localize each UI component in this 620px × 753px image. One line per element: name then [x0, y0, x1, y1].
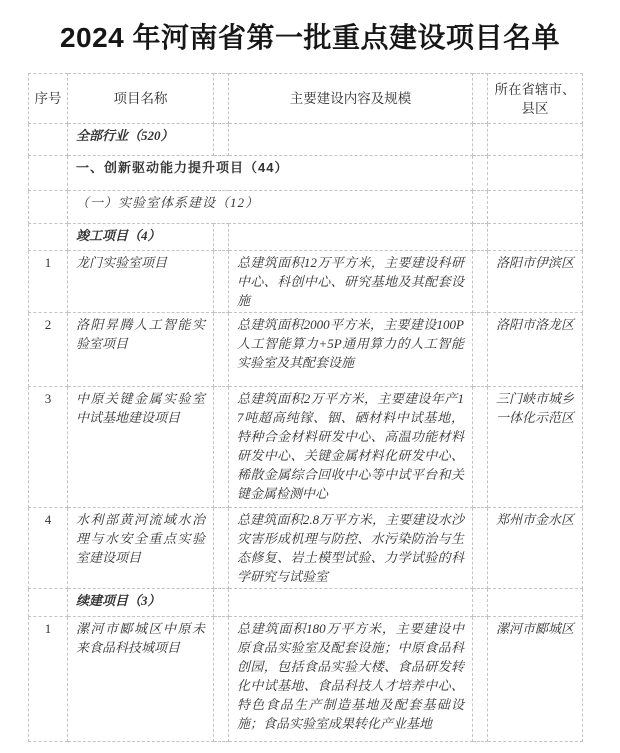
project-row	[29, 508, 583, 589]
spacer-cell	[473, 508, 488, 589]
spacer-cell	[214, 508, 229, 589]
seq-cell: 3	[29, 387, 68, 508]
section-row	[29, 589, 583, 617]
spacer-cell	[473, 191, 488, 224]
location-cell	[488, 124, 583, 156]
section-label-cell: 续建项目（3）	[68, 589, 214, 617]
page-title: 2024 年河南省第一批重点建设项目名单	[59, 22, 561, 53]
location-cell	[488, 589, 583, 617]
spacer-cell	[473, 156, 488, 191]
spacer-cell	[214, 124, 229, 156]
content-cell: 总建筑面积2.8万平方米，主要建设水沙灾害形成机理与防控、水污染防治与生态修复、岩土模型试验、力学试验的科学研究与试验室	[229, 508, 473, 589]
location-cell: 洛阳市伊滨区	[488, 251, 583, 313]
location-cell	[488, 191, 583, 224]
project-name-cell: 龙门实验室项目	[68, 251, 214, 313]
section-label-cell: （一）实验室体系建设（12）	[68, 191, 473, 224]
spacer-cell	[473, 251, 488, 313]
spacer-cell	[473, 617, 488, 742]
seq-cell: 1	[29, 617, 68, 742]
header-seq: 序号	[29, 74, 68, 124]
section-row	[29, 156, 583, 191]
location-cell	[488, 224, 583, 251]
spacer-cell	[214, 251, 229, 313]
seq-cell: 1	[29, 251, 68, 313]
spacer-cell	[214, 387, 229, 508]
content-cell: 总建筑面积180万平方米，主要建设中原食品实验室及配套设施；中原食品科创园，包括食品实验大楼、食品研发转化中试基地、食品科技人才培养中心、特色食品生产制造基地及配套基础设施；食品实验室成果转化产业基地	[229, 617, 473, 742]
header-content: 主要建设内容及规模	[229, 74, 473, 124]
spacer-cell	[214, 224, 229, 251]
seq-cell	[29, 589, 68, 617]
seq-cell: 2	[29, 313, 68, 387]
project-row	[29, 251, 583, 313]
header-location: 所在省辖市、县区	[488, 74, 583, 124]
header-spacer-2	[473, 74, 488, 124]
table-header-row	[29, 74, 583, 124]
project-row	[29, 313, 583, 387]
header-project-name: 项目名称	[68, 74, 214, 124]
section-label-cell: 一、创新驱动能力提升项目（44）	[68, 156, 473, 191]
section-label-cell: 全部行业（520）	[68, 124, 214, 156]
spacer-cell	[214, 589, 229, 617]
location-cell	[488, 156, 583, 191]
section-row	[29, 191, 583, 224]
spacer-cell	[473, 224, 488, 251]
seq-cell	[29, 224, 68, 251]
spacer-cell	[473, 124, 488, 156]
content-cell	[229, 224, 473, 251]
seq-cell	[29, 124, 68, 156]
header-spacer-1	[214, 74, 229, 124]
content-cell: 总建筑面积12万平方米，主要建设科研中心、科创中心、研究基地及其配套设施	[229, 251, 473, 313]
seq-cell: 4	[29, 508, 68, 589]
projects-table-body	[29, 74, 583, 742]
spacer-cell	[473, 313, 488, 387]
projects-table	[28, 73, 583, 742]
spacer-cell	[473, 589, 488, 617]
project-name-cell: 洛阳昇腾人工智能实验室项目	[68, 313, 214, 387]
content-cell	[229, 124, 473, 156]
project-name-cell: 漯河市郾城区中原未来食品科技城项目	[68, 617, 214, 742]
spacer-cell	[214, 617, 229, 742]
content-cell	[229, 589, 473, 617]
project-row	[29, 617, 583, 742]
project-name-cell: 水利部黄河流域水治理与水安全重点实验室建设项目	[68, 508, 214, 589]
location-cell: 郑州市金水区	[488, 508, 583, 589]
content-cell: 总建筑面积2000平方米，主要建设100P人工智能算力+5P通用算力的人工智能实验室及其配套设施	[229, 313, 473, 387]
section-row	[29, 224, 583, 251]
seq-cell	[29, 156, 68, 191]
spacer-cell	[473, 387, 488, 508]
location-cell: 漯河市郾城区	[488, 617, 583, 742]
project-name-cell: 中原关键金属实验室中试基地建设项目	[68, 387, 214, 508]
section-row	[29, 124, 583, 156]
location-cell: 三门峡市城乡一体化示范区	[488, 387, 583, 508]
spacer-cell	[214, 313, 229, 387]
project-row	[29, 387, 583, 508]
content-cell: 总建筑面积2万平方米，主要建设年产17吨超高纯镓、铟、硒材料中试基地，特种合金材料研发中心、高温功能材料研发中心、关键金属材料化研发中心、稀散金属综合回收中心等中试平台和关键金属检测中心	[229, 387, 473, 508]
location-cell: 洛阳市洛龙区	[488, 313, 583, 387]
section-label-cell: 竣工项目（4）	[68, 224, 214, 251]
seq-cell	[29, 191, 68, 224]
